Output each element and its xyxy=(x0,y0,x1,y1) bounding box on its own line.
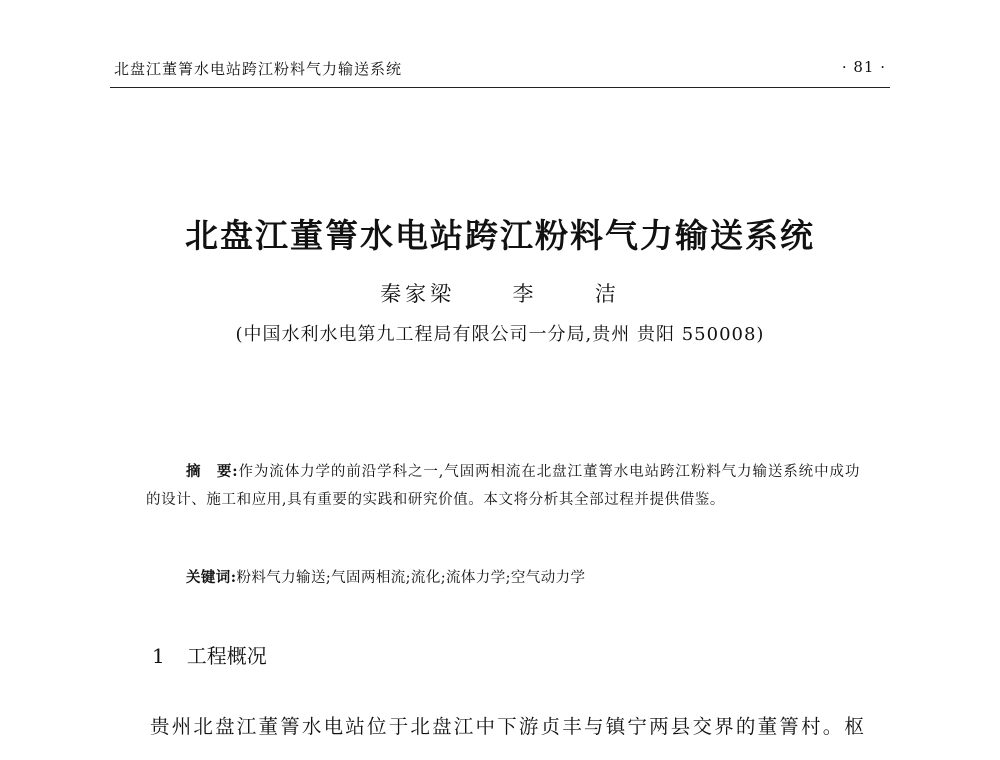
body-paragraph: 贵州北盘江董箐水电站位于北盘江中下游贞丰与镇宁两县交界的董箐村。枢 xyxy=(150,715,867,738)
section-number: 1 xyxy=(152,644,165,668)
section-title: 工程概况 xyxy=(186,644,267,668)
running-title: 北盘江董箐水电站跨江粉料气力输送系统 xyxy=(114,60,403,78)
section-heading xyxy=(152,640,267,669)
abstract xyxy=(146,458,860,514)
page-number: · 81 · xyxy=(841,58,886,76)
keywords-label: 关键词: xyxy=(186,569,237,586)
keywords-text: 粉料气力输送;气固两相流;流化;流体力学;空气动力学 xyxy=(236,570,586,586)
keywords xyxy=(186,566,866,587)
running-header xyxy=(110,58,890,84)
affiliation: (中国水利水电第九工程局有限公司一分局,贵州 贵阳 550008) xyxy=(235,324,765,345)
abstract-label: 摘 要: xyxy=(186,463,239,480)
abstract-text: 作为流体力学的前沿学科之一,气固两相流在北盘江董箐水电站跨江粉料气力输送系统中成功的设计、施工和应用,具有重要的实践和研究价值。本文将分析其全部过程并提供借鉴。 xyxy=(146,464,860,508)
header-rule xyxy=(110,87,890,88)
authors: 秦家梁 李 洁 xyxy=(380,282,620,306)
paper-title: 北盘江董箐水电站跨江粉料气力输送系统 xyxy=(185,216,815,255)
